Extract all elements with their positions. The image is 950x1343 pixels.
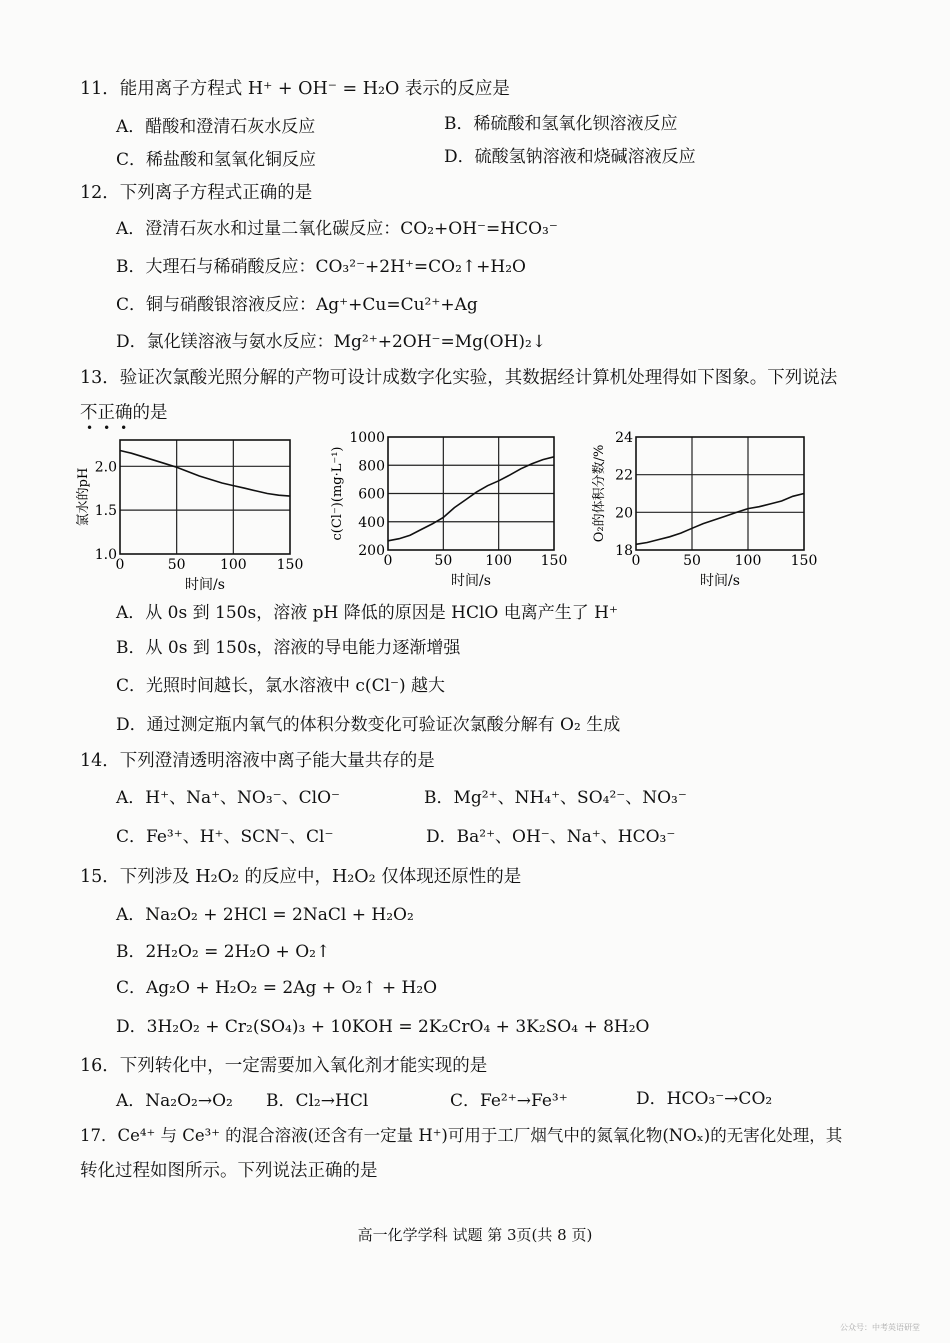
x-tick-label: 50 <box>434 553 453 569</box>
q15-option-a: A．Na₂O₂ + 2HCl = 2NaCl + H₂O₂ <box>116 905 414 925</box>
q14-option-d: D．Ba²⁺、OH⁻、Na⁺、HCO₃⁻ <box>426 827 676 847</box>
emphasis-dots: ••• <box>86 421 138 435</box>
chart-ph <box>76 430 306 595</box>
y-tick-label: 18 <box>615 543 633 559</box>
x-tick-label: 150 <box>790 553 818 569</box>
q13-option-d: D．通过测定瓶内氧气的体积分数变化可验证次氯酸分解有 O₂ 生成 <box>116 715 621 735</box>
q15-option-b: B．2H₂O₂ = 2H₂O + O₂↑ <box>116 942 331 962</box>
q14-option-a: A．H⁺、Na⁺、NO₃⁻、ClO⁻ <box>116 788 341 808</box>
y-tick-label: 200 <box>358 543 385 559</box>
y-axis-label: 氯水的pH <box>76 467 91 527</box>
q16-stem: 16．下列转化中，一定需要加入氧化剂才能实现的是 <box>80 1056 488 1076</box>
q12-stem: 12．下列离子方程式正确的是 <box>80 183 313 203</box>
x-tick-label: 50 <box>683 553 701 569</box>
y-tick-label: 20 <box>615 505 633 522</box>
data-line <box>120 451 290 497</box>
q16-option-b: B．Cl₂→HCl <box>266 1091 369 1111</box>
q11-stem: 11．能用离子方程式 H⁺ + OH⁻ = H₂O 表示的反应是 <box>80 79 510 99</box>
y-tick-label: 22 <box>615 467 633 484</box>
q15-option-c: C．Ag₂O + H₂O₂ = 2Ag + O₂↑ + H₂O <box>116 978 438 998</box>
q13-stem-line2: 不正确的是 <box>80 403 168 423</box>
watermark: 公众号：中考英语研堂 <box>840 1323 920 1332</box>
q15-option-d: D．3H₂O₂ + Cr₂(SO₄)₃ + 10KOH = 2K₂CrO₄ + 3K₂SO₄ + 8H₂O <box>116 1017 650 1037</box>
q12-option-d: D．氯化镁溶液与氨水反应：Mg²⁺+2OH⁻=Mg(OH)₂↓ <box>116 332 547 352</box>
data-line <box>636 494 804 545</box>
x-tick-label: 100 <box>219 557 247 573</box>
q11-option-b: B．稀硫酸和氢氧化钡溶液反应 <box>444 114 678 134</box>
plot-frame <box>636 437 804 550</box>
x-axis-label: 时间/s <box>185 577 225 593</box>
data-line <box>388 457 554 541</box>
y-axis-label: c(Cl⁻)(mg·L⁻¹) <box>330 446 345 541</box>
q13-option-a: A．从 0s 到 150s，溶液 pH 降低的原因是 HClO 电离产生了 H⁺ <box>116 603 618 623</box>
x-tick-label: 0 <box>115 557 125 573</box>
q11-option-d: D．硫酸氢钠溶液和烧碱溶液反应 <box>444 147 696 167</box>
q14-option-b: B．Mg²⁺、NH₄⁺、SO₄²⁻、NO₃⁻ <box>424 788 687 808</box>
x-tick-label: 150 <box>540 553 568 569</box>
q16-option-d: D．HCO₃⁻→CO₂ <box>636 1089 773 1109</box>
x-tick-label: 100 <box>734 553 762 569</box>
x-axis-label: 时间/s <box>451 573 491 589</box>
y-tick-label: 2.0 <box>94 459 117 476</box>
q14-stem: 14．下列澄清透明溶液中离子能大量共存的是 <box>80 751 435 771</box>
x-axis-label: 时间/s <box>700 573 740 589</box>
q12-option-b: B．大理石与稀硝酸反应：CO₃²⁻+2H⁺=CO₂↑+H₂O <box>116 257 526 277</box>
q12-option-c: C．铜与硝酸银溶液反应：Ag⁺+Cu=Cu²⁺+Ag <box>116 295 478 315</box>
q17-stem-line1: 17．Ce⁴⁺ 与 Ce³⁺ 的混合溶液(还含有一定量 H⁺)可用于工厂烟气中的氮氧化物(NOₓ)的无害化处理，其 <box>80 1126 843 1145</box>
q11-option-c: C．稀盐酸和氢氧化铜反应 <box>116 150 317 170</box>
q17-stem-line2: 转化过程如图所示。下列说法正确的是 <box>80 1161 378 1181</box>
q13-stem-line1: 13．验证次氯酸光照分解的产物可设计成数字化实验，其数据经计算机处理得如下图象。下列说法 <box>80 368 838 388</box>
q11-option-a: A．醋酸和澄清石灰水反应 <box>116 117 316 137</box>
y-axis-label: O₂的体积分数/% <box>592 444 607 543</box>
q15-stem: 15．下列涉及 H₂O₂ 的反应中，H₂O₂ 仅体现还原性的是 <box>80 867 522 887</box>
x-tick-label: 0 <box>631 553 641 569</box>
x-tick-label: 50 <box>167 557 186 573</box>
y-tick-label: 1000 <box>349 430 385 446</box>
x-tick-label: 0 <box>383 553 393 569</box>
q12-option-a: A．澄清石灰水和过量二氧化碳反应：CO₂+OH⁻=HCO₃⁻ <box>116 219 558 239</box>
y-tick-label: 24 <box>615 430 633 446</box>
x-tick-label: 150 <box>276 557 304 573</box>
chart-chloride <box>330 426 570 596</box>
y-tick-label: 400 <box>358 514 385 531</box>
y-tick-label: 600 <box>358 486 385 503</box>
q16-option-c: C．Fe²⁺→Fe³⁺ <box>450 1091 568 1111</box>
chart-oxygen <box>592 426 822 596</box>
q13-option-c: C．光照时间越长，氯水溶液中 c(Cl⁻) 越大 <box>116 676 446 696</box>
y-tick-label: 800 <box>358 458 385 475</box>
q16-option-a: A．Na₂O₂→O₂ <box>116 1091 233 1111</box>
y-tick-label: 1.0 <box>94 547 117 563</box>
q14-option-c: C．Fe³⁺、H⁺、SCN⁻、Cl⁻ <box>116 827 334 847</box>
page-footer: 高一化学学科 试题 第 3页(共 8 页) <box>357 1226 593 1244</box>
y-tick-label: 1.5 <box>94 503 117 520</box>
x-tick-label: 100 <box>485 553 513 569</box>
q13-option-b: B．从 0s 到 150s，溶液的导电能力逐渐增强 <box>116 638 461 658</box>
